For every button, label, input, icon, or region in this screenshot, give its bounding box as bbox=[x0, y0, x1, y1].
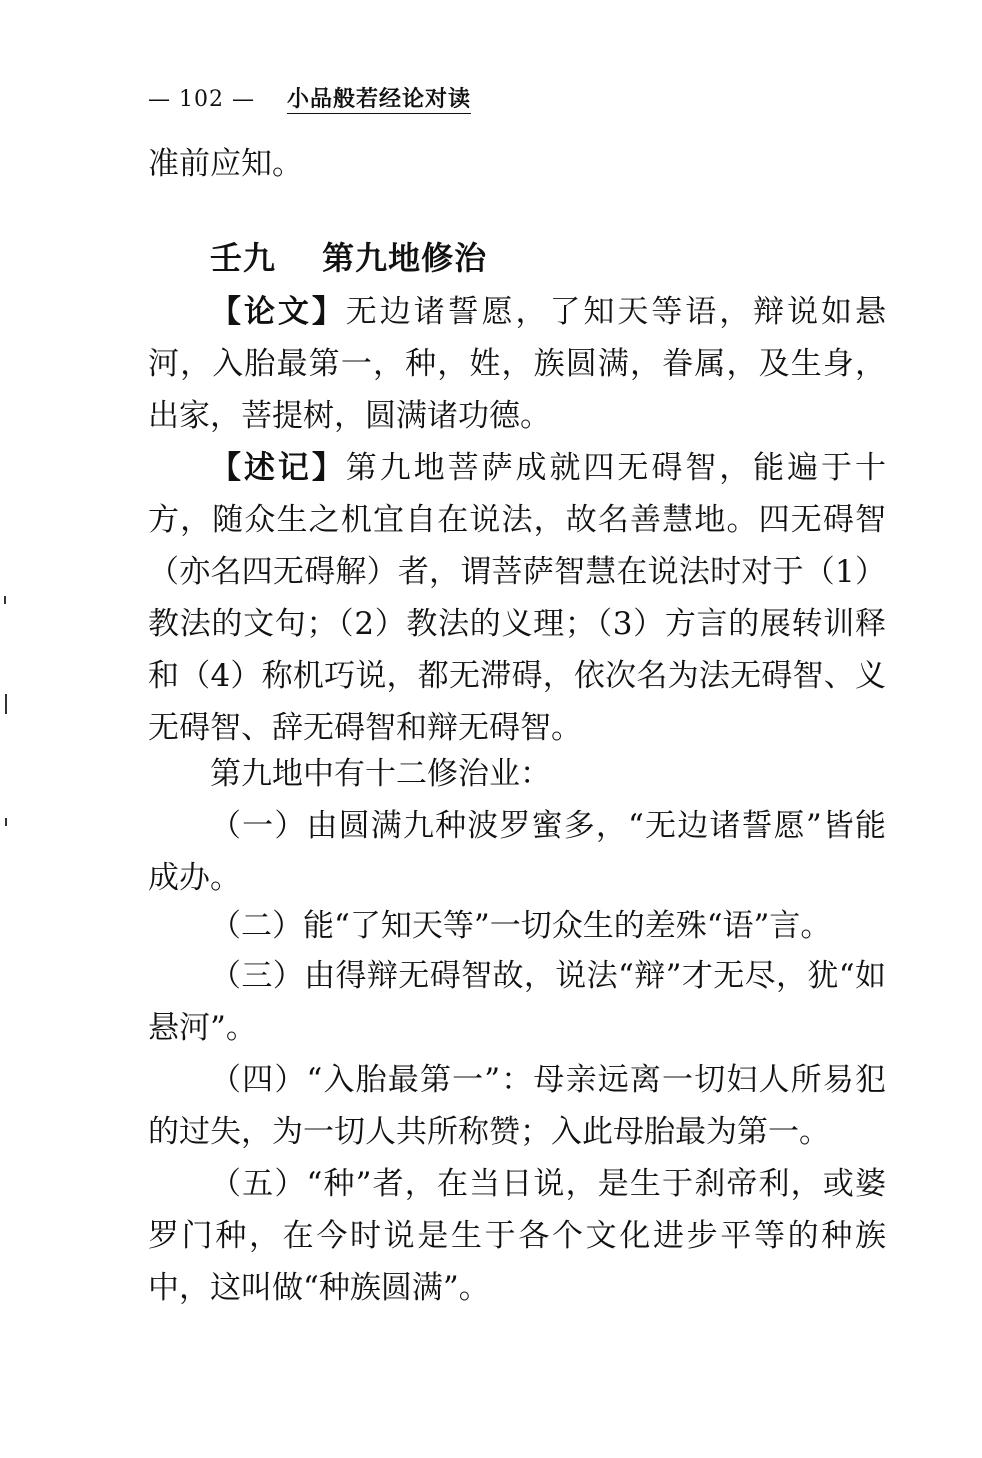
book-title: 小品般若经论对读 bbox=[286, 86, 471, 112]
section-number: 壬九 bbox=[210, 239, 277, 277]
scan-speck bbox=[4, 596, 6, 604]
treatise-tag: 【论文】 bbox=[210, 294, 346, 330]
scan-speck bbox=[5, 818, 7, 826]
continued-paragraph: 准前应知。 bbox=[148, 146, 303, 182]
commentary-tag: 【述记】 bbox=[210, 450, 346, 486]
running-header bbox=[148, 84, 888, 116]
page-number: — 102 — bbox=[148, 87, 255, 112]
commentary-text: 第九地菩萨成就四无碍智，能遍于十方，随众生之机宜自在说法，故名善慧地。四无碍智（亦名四无碍解）者，谓菩萨智慧在说法时对于（1）教法的文句；（2）教法的义理；（3）方言的展转训释和（4）称机巧说，都无滞碍，依次名为法无碍智、义无碍智、辞无碍智和辩无碍智。 bbox=[148, 450, 887, 746]
section-title: 第九地修治 bbox=[322, 239, 488, 277]
section-heading bbox=[210, 236, 750, 280]
treatise-paragraph bbox=[148, 286, 886, 442]
list-item-2: （二）能“了知天等”一切众生的差殊“语”言。 bbox=[210, 908, 832, 944]
intro-paragraph: 第九地中有十二修治业： bbox=[210, 756, 551, 792]
list-item-3: （三）由得辩无碍智故，说法“辩”才无尽，犹“如悬河”。 bbox=[148, 958, 886, 1046]
commentary-paragraph bbox=[148, 442, 886, 754]
list-item-5: （五）“种”者，在当日说，是生于刹帝利，或婆罗门种，在今时说是生于各个文化进步平等的种族中，这叫做“种族圆满”。 bbox=[148, 1166, 886, 1306]
scan-speck bbox=[5, 694, 7, 714]
list-item-4: （四）“入胎最第一”：母亲远离一切妇人所易犯的过失，为一切人共所称赞；入此母胎最为第一。 bbox=[148, 1062, 886, 1150]
treatise-text: 无边诸誓愿，了知天等语，辩说如悬河，入胎最第一，种，姓，族圆满，眷属，及生身，出家，菩提树，圆满诸功德。 bbox=[148, 294, 887, 434]
list-item-1: （一）由圆满九种波罗蜜多，“无边诸誓愿”皆能成办。 bbox=[148, 808, 886, 896]
